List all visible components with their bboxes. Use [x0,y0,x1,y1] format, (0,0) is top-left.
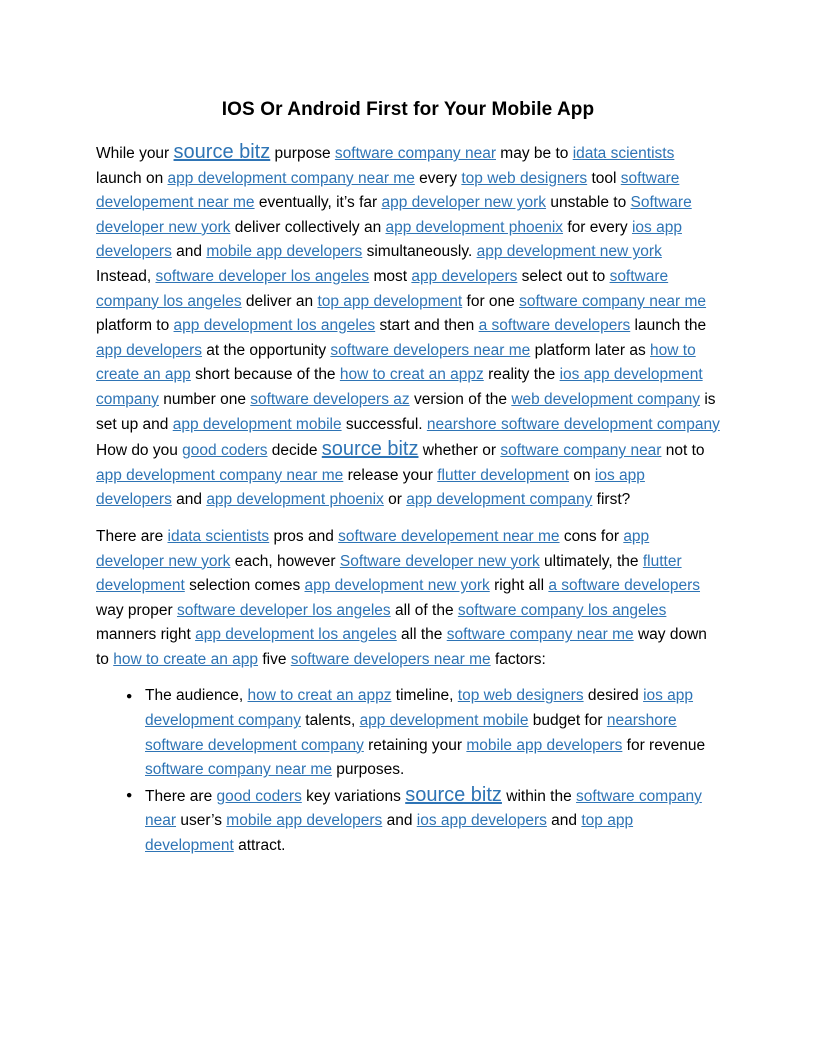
text-run: pros and [269,527,339,545]
text-run: launch the [630,317,707,335]
hyperlink[interactable]: Software developer new york [96,194,692,236]
factors-bullet-list [96,684,720,858]
text-run: whether or [418,442,501,460]
hyperlink[interactable]: top web designers [461,169,588,187]
hyperlink[interactable]: software developer los angeles [155,267,370,285]
text-run: way proper [96,601,177,619]
hyperlink[interactable]: idata scientists [167,527,270,545]
text-run: How do you [96,442,183,460]
text-run: selection comes [184,577,305,595]
text-run: simultaneously. [362,243,477,261]
text-run: attract. [233,837,286,855]
text-run: deliver an [241,292,318,310]
hyperlink[interactable]: software company los angeles [96,267,669,310]
text-run: and [382,812,417,830]
hyperlink[interactable]: how to creat an appz [247,687,392,705]
text-run: platform later as [530,341,651,359]
text-run: all the [396,626,447,644]
text-run: within the [501,787,577,805]
hyperlink[interactable]: ios app developers [96,218,682,261]
hyperlink[interactable]: good coders [182,442,268,460]
hyperlink[interactable]: top app development [317,292,463,310]
text-run: number one [158,390,251,408]
text-run: is set up and [96,390,716,433]
text-run: at the opportunity [202,341,331,359]
text-run: first? [592,491,631,509]
hyperlink[interactable]: software company near [500,442,662,460]
text-run: purposes. [331,761,405,779]
hyperlink[interactable]: ios app developers [96,466,645,509]
text-run: and [171,491,207,509]
text-run: each, however [230,552,340,570]
hyperlink[interactable]: ios app developers [416,812,547,830]
hyperlink[interactable]: source bitz [173,141,271,163]
hyperlink[interactable]: how to create an app [96,341,696,384]
hyperlink[interactable]: software company near me [446,626,634,644]
text-run: every [414,169,462,187]
hyperlink[interactable]: how to create an app [113,650,259,668]
hyperlink[interactable]: app development company near me [167,169,415,187]
hyperlink[interactable]: app development phoenix [385,218,564,236]
hyperlink[interactable]: app development new york [304,577,490,595]
hyperlink[interactable]: app development phoenix [206,491,384,509]
hyperlink[interactable]: software developement near me [96,169,680,212]
text-run: for revenue [622,736,706,754]
text-run: and [546,812,582,830]
text-run: right all [489,577,549,595]
list-item-text [145,687,705,778]
text-run: decide [267,442,322,460]
hyperlink[interactable]: source bitz [405,783,502,806]
hyperlink[interactable]: source bitz [321,438,419,461]
hyperlink[interactable]: a software developers [478,317,631,335]
list-item-text [145,783,702,855]
text-run: may be to [496,145,573,162]
hyperlink[interactable]: app development company near me [96,466,344,484]
hyperlink[interactable]: software company near [145,787,702,830]
text-run: unstable to [546,194,631,212]
text-run: version of the [409,390,512,408]
hyperlink[interactable]: software company near me [145,761,332,779]
hyperlink[interactable]: mobile app developers [466,736,623,754]
text-run: not to [661,442,705,460]
text-run: deliver collectively an [230,218,386,236]
hyperlink[interactable]: software company near me [519,292,707,310]
hyperlink[interactable]: mobile app developers [226,812,383,830]
text-run: manners right [96,626,196,644]
hyperlink[interactable]: app developer new york [96,527,650,570]
text-run: Instead, [96,267,156,285]
hyperlink[interactable]: top app development [145,812,634,855]
hyperlink[interactable]: flutter development [96,552,682,595]
hyperlink[interactable]: good coders [216,787,302,805]
hyperlink[interactable]: app development mobile [172,415,342,433]
hyperlink[interactable]: top web designers [457,687,584,705]
hyperlink[interactable]: software developer los angeles [176,601,391,619]
list-item-variations [125,783,720,859]
hyperlink[interactable]: how to creat an appz [339,366,484,384]
text-run: While your [96,145,174,162]
bullet-icon: ● [126,690,133,703]
hyperlink[interactable]: software developers near me [330,341,531,359]
text-run: tool [587,169,621,187]
hyperlink[interactable]: mobile app developers [206,243,363,261]
text-run: key variations [301,787,406,805]
hyperlink[interactable]: web development company [511,390,701,408]
text-run: The audience, [145,687,248,705]
hyperlink[interactable]: ios app development company [145,687,694,730]
hyperlink[interactable]: app development new york [476,243,662,261]
hyperlink[interactable]: software company los angeles [457,601,667,619]
text-run: successful. [341,415,427,433]
text-run: There are [145,787,217,805]
hyperlink[interactable]: app development mobile [359,712,529,730]
text-run: most [369,267,412,285]
hyperlink[interactable]: app developers [411,267,518,285]
text-run: launch on [96,169,168,187]
hyperlink[interactable]: software developers near me [290,650,491,668]
bullet-icon: ● [126,788,133,801]
text-run: purpose [270,145,335,162]
hyperlink[interactable]: app development los angeles [173,317,376,335]
text-run: for one [462,292,520,310]
hyperlink[interactable]: app development los angeles [195,626,397,644]
paragraph-pros-cons [96,525,720,673]
text-run: and [171,243,207,261]
hyperlink[interactable]: idata scientists [572,145,675,162]
text-run: budget for [528,712,607,730]
paragraph-intro [96,140,720,513]
text-run: on [569,466,595,484]
hyperlink[interactable]: nearshore software development company [145,712,677,754]
text-run: reality the [483,366,560,384]
text-run: select out to [517,267,610,285]
hyperlink[interactable]: ios app development company [96,366,703,408]
text-run: way down to [96,626,707,668]
text-run: cons for [559,527,624,545]
text-run: five [258,650,291,668]
text-run: short because of the [190,366,340,384]
hyperlink[interactable]: app developers [96,341,202,359]
text-run: desired [583,687,644,705]
hyperlink[interactable]: software developement near me [338,527,560,545]
text-run: release your [343,466,438,484]
text-run: retaining your [363,736,467,754]
text-run: all of the [390,601,458,619]
list-item-audience [125,684,720,782]
hyperlink[interactable]: app developer new york [381,194,547,212]
text-run: talents, [300,712,360,730]
hyperlink[interactable]: Software developer new york [339,552,540,570]
hyperlink[interactable]: a software developers [548,577,701,595]
text-run: There are [96,527,168,545]
text-run: ultimately, the [539,552,643,570]
document-title: IOS Or Android First for Your Mobile App [221,99,595,120]
text-run: user’s [176,812,227,830]
hyperlink[interactable]: flutter development [437,466,570,484]
hyperlink[interactable]: software developers az [250,390,410,408]
text-run: or [383,491,407,509]
text-run: platform to [96,317,174,335]
text-run: factors: [490,650,546,668]
text-run: timeline, [391,687,458,705]
hyperlink[interactable]: nearshore software development company [426,415,720,433]
text-run: start and then [375,317,479,335]
hyperlink[interactable]: software company near [334,145,496,162]
text-run: eventually, it’s far [254,194,382,212]
hyperlink[interactable]: app development company [406,491,593,509]
text-run: for every [563,218,632,236]
